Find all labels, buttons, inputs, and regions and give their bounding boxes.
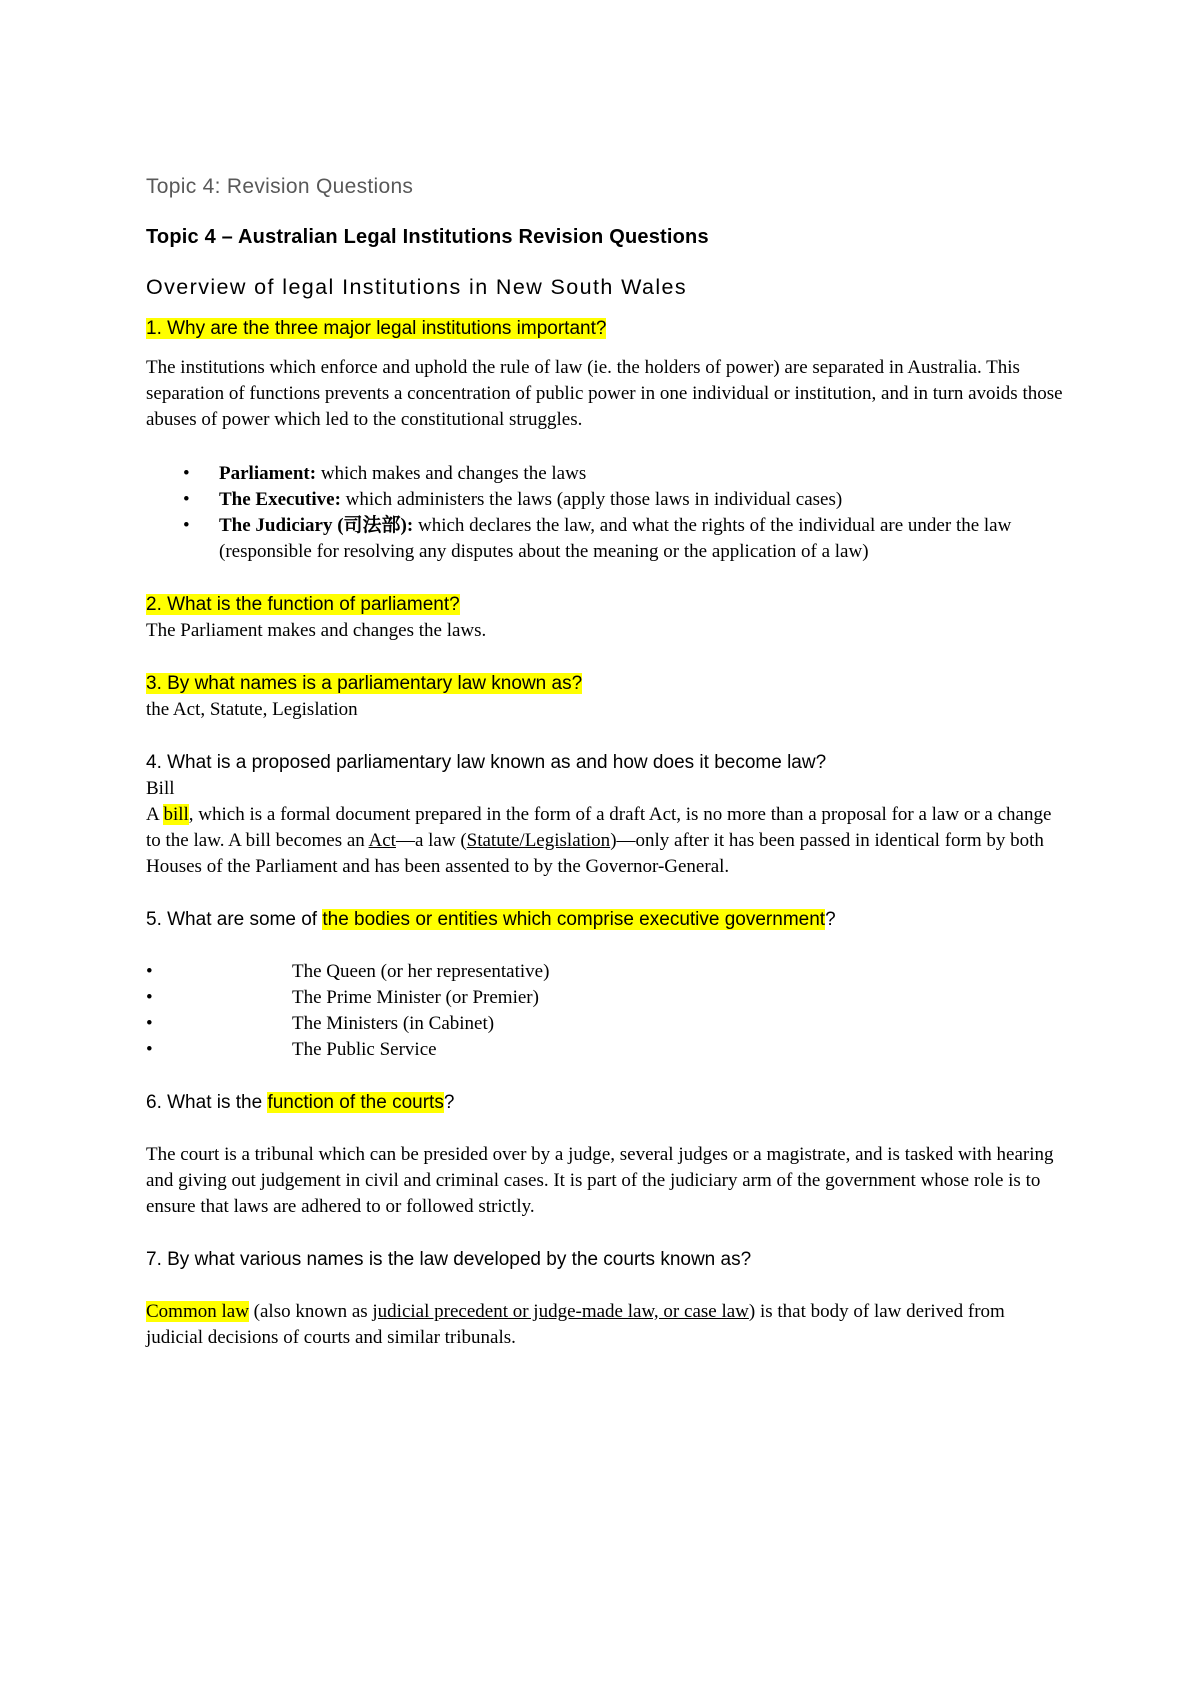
answer-6: The court is a tribunal which can be presided over by a judge, several judges or a magistrate, and is tasked with hearing and giving out judgement in civil and criminal cases. It is part of the judiciary arm of the government whose role is to ensure that laws are adhered to or followed strictly. (146, 1144, 1054, 1217)
bullet-icon: • (146, 961, 153, 982)
question-5-part: ? (825, 909, 836, 930)
question-1 (146, 315, 1066, 342)
question-3-text: 3. By what names is a parliamentary law known as? (146, 673, 583, 694)
list-item-term: Parliament: (219, 463, 317, 484)
list-item (146, 487, 1066, 513)
document-body (146, 172, 1066, 1351)
bullet-icon: • (183, 463, 190, 484)
list-item-text: which declares the law, and what the rights of the individual are under the law (responsible for resolving any disputes about the meaning or the application of a law) (219, 515, 1012, 562)
list-item (146, 1011, 1066, 1037)
precedent-underline: judicial precedent or judge-made law, or case law (372, 1301, 749, 1322)
question-6-part: ? (443, 1092, 455, 1113)
answer-4 (146, 802, 1066, 880)
answer-1: The institutions which enforce and uphold the rule of law (ie. the holders of power) are separated in Australia. This separation of functions prevents a concentration of public power in one individual or institution, and in turn avoids those abuses of power which led to the constitutional struggles. (146, 357, 1063, 430)
question-3 (146, 670, 1066, 697)
list-item-term: The Executive: (219, 489, 341, 510)
list-item-paren: (司法部): (332, 515, 414, 536)
list-item (146, 1037, 1066, 1063)
common-law-highlight: Common law (146, 1301, 249, 1322)
list-item (146, 985, 1066, 1011)
answer-7 (146, 1299, 1066, 1351)
list-item-term: The Judiciary (219, 515, 333, 536)
list-item-text: which administers the laws (apply those laws in individual cases) (340, 489, 843, 510)
answer-4-part: —a law ( (395, 830, 467, 851)
question-2 (146, 591, 1066, 618)
answer-4-part: A (146, 804, 164, 825)
bullet-icon: • (183, 489, 190, 510)
answer-3: the Act, Statute, Legislation (146, 699, 358, 720)
question-6-highlight: function of the courts (267, 1092, 444, 1113)
list-item-text: The Queen (or her representative) (292, 961, 550, 982)
question-2-text: 2. What is the function of parliament? (146, 594, 460, 615)
list-item-text: The Ministers (in Cabinet) (292, 1013, 495, 1034)
act-underline: Act (368, 830, 396, 851)
question-7: 7. By what various names is the law developed by the courts known as? (146, 1249, 752, 1270)
answer-7-part: ) is that body of law derived from judicial decisions of courts and similar tribunals. (146, 1301, 1005, 1348)
list-item (146, 461, 1066, 487)
list-item (146, 513, 1066, 565)
answer-2: The Parliament makes and changes the laws. (146, 620, 487, 641)
bullet-icon: • (146, 1039, 153, 1060)
topic-subtitle: Topic 4 – Australian Legal Institutions Revision Questions (146, 226, 709, 248)
question-6-part: 6. What is the (146, 1092, 268, 1113)
question-4: 4. What is a proposed parliamentary law known as and how does it become law? (146, 752, 827, 773)
executive-list (146, 959, 1066, 1063)
question-5 (146, 906, 1066, 933)
bullet-icon: • (146, 987, 153, 1008)
answer-4-short: Bill (146, 778, 175, 799)
statute-underline: Statute/Legislation (466, 830, 611, 851)
question-6 (146, 1089, 1066, 1116)
bullet-icon: • (146, 1013, 153, 1034)
answer-4-part: )—only after it has been passed in identical form by both Houses of the Parliament and has been assented to by the Governor-General. (146, 830, 1044, 877)
institutions-list (146, 461, 1066, 565)
section-heading-text: Overview of legal Institutions in New South Wales (146, 275, 688, 299)
list-item-text: The Public Service (292, 1039, 437, 1060)
list-item-text: The Prime Minister (or Premier) (292, 987, 539, 1008)
section-heading (146, 272, 1066, 302)
answer-7-part: (also known as (248, 1301, 373, 1322)
bill-highlight: bill (163, 804, 189, 825)
list-item-text: which makes and changes the laws (316, 463, 587, 484)
question-1-text: 1. Why are the three major legal institutions important? (146, 318, 607, 339)
question-5-part: 5. What are some of (146, 909, 323, 930)
answer-4-part: , which is a formal document prepared in the form of a draft Act, is no more than a proposal for a law or a change to the law. A bill becomes an (146, 804, 1052, 851)
bullet-icon: • (183, 515, 190, 536)
document-title: Topic 4: Revision Questions (146, 175, 414, 198)
list-item (146, 959, 1066, 985)
question-5-highlight: the bodies or entities which comprise executive government (322, 909, 826, 930)
